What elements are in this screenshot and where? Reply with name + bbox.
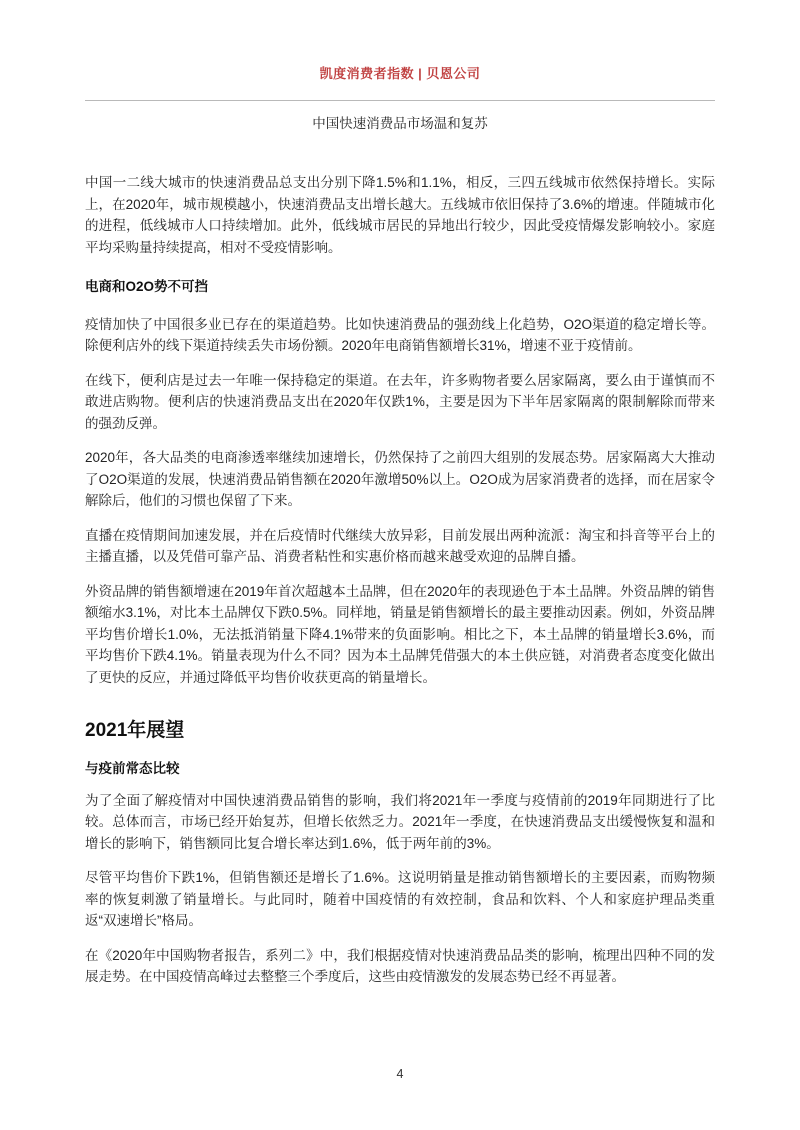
- paragraph-foreign-vs-local-brands: 外资品牌的销售额增速在2019年首次超越本土品牌，但在2020年的表现逊色于本土品牌。外资品牌的销售额缩水3.1%，对比本土品牌仅下跌0.5%。同样地，销量是销售额增长的最主要推动因素。例如，外资品牌平均售价增长1.0%，无法抵消销量下降4.1%带来的负面影响。相比之下，本土品牌的销量增长3.6%，而平均售价下跌4.1%。销量表现为什么不同？因为本土品牌凭借强大的本土供应链，对消费者态度变化做出了更快的反应，并通过降低平均售价收获更高的销量增长。: [85, 583, 715, 685]
- paragraph-city-tier-spending: 中国一二线大城市的快速消费品总支出分别下降1.5%和1.1%，相反，三四五线城市依然保持增长。实际上，在2020年，城市规模越小，快速消费品支出增长越大。五线城市依旧保持了3.6%的增速。伴随城市化的进程，低线城市人口持续增加。此外，低线城市居民的异地出行较少，因此受疫情爆发影响较小。家庭平均采购量持续提高，相对不受疫情影响。: [85, 175, 715, 255]
- sub-heading-pre-covid-comparison: 与疫前常态比较: [85, 761, 180, 776]
- page-footer: [0, 1066, 800, 1082]
- page-number: 4: [396, 1067, 404, 1081]
- paragraph-volume-growth: 尽管平均售价下跌1%，但销售额还是增长了1.6%。这说明销量是推动销售额增长的主要因素，而购物频率的恢复刺激了销量增长。与此同时，随着中国疫情的有效控制，食品和饮料、个人和家庭护理品类重返“双速增长”格局。: [85, 870, 715, 928]
- paragraph-convenience-stores: 在线下，便利店是过去一年唯一保持稳定的渠道。在去年，许多购物者要么居家隔离，要么由于谨慎而不敢进店购物。便利店的快速消费品支出在2020年仅跌1%，主要是因为下半年居家隔离的限制解除而带来的强劲反弹。: [85, 372, 715, 431]
- paragraph-shopper-report-trends: 在《2020年中国购物者报告，系列二》中，我们根据疫情对快速消费品品类的影响，梳理出四种不同的发展走势。在中国疫情高峰过去整整三个季度后，这些由疫情激发的发展态势已经不再显著。: [85, 947, 715, 984]
- header-divider-rule: [85, 100, 715, 101]
- paragraph-q1-comparison: 为了全面了解疫情对中国快速消费品销售的影响，我们将2021年一季度与疫情前的2019年同期进行了比较。总体而言，市场已经开始复苏，但增长依然乏力。2021年一季度，在快速消费品支出缓慢恢复和温和增长的影响下，销售额同比复合增长率达到1.6%，低于两年前的3%。: [85, 792, 715, 851]
- paragraph-ecommerce-penetration: 2020年，各大品类的电商渗透率继续加速增长，仍然保持了之前四大组别的发展态势。居家隔离大大推动了O2O渠道的发展，快速消费品销售额在2020年激增50%以上。O2O成为居家消费者的选择，而在居家令解除后，他们的习惯也保留了下来。: [85, 450, 715, 508]
- paragraph-livestreaming: 直播在疫情期间加速发展，并在后疫情时代继续大放异彩，目前发展出两种流派：淘宝和抖音等平台上的主播直播，以及凭借可靠产品、消费者粘性和实惠价格而越来越受欢迎的品牌自播。: [85, 527, 715, 564]
- chapter-heading-2021-outlook: 2021年展望: [85, 720, 185, 741]
- report-title: 中国快速消费品市场温和复苏: [312, 116, 488, 131]
- brand-header: 凯度消费者指数 | 贝恩公司: [319, 66, 481, 81]
- paragraph-channel-trends: 疫情加快了中国很多业已存在的渠道趋势。比如快速消费品的强劲线上化趋势，O2O渠道的稳定增长等。除便利店外的线下渠道持续丢失市场份额。2020年电商销售额增长31%，增速不亚于疫情前。: [85, 316, 715, 353]
- body-content: [85, 172, 715, 988]
- section-heading-ecommerce-o2o: 电商和O2O势不可挡: [85, 279, 209, 294]
